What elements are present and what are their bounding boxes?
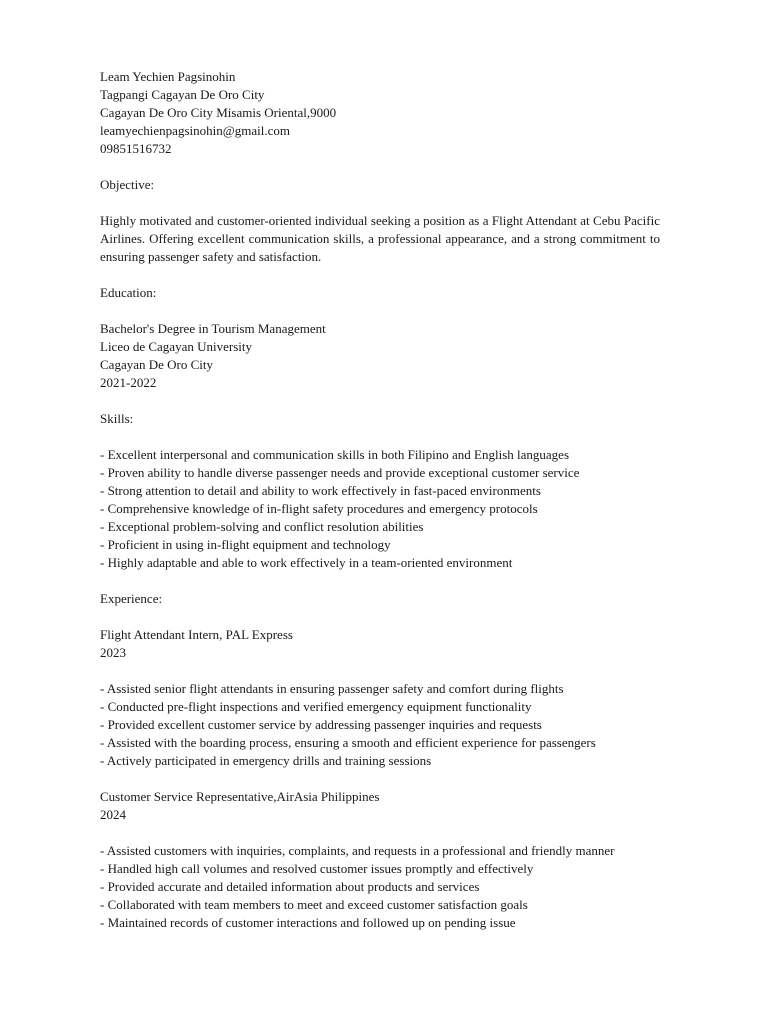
applicant-name: Leam Yechien Pagsinohin	[100, 69, 236, 84]
skills-section	[100, 410, 660, 572]
job-duty-item: - Handled high call volumes and resolved customer issues promptly and effectively	[100, 861, 534, 876]
phone-number: 09851516732	[100, 141, 172, 156]
job-duty-item: - Provided accurate and detailed information about products and services	[100, 879, 480, 894]
education-degree: Bachelor's Degree in Tourism Management	[100, 321, 326, 336]
job-duty-item: - Assisted with the boarding process, ensuring a smooth and efficient experience for passengers	[100, 735, 596, 750]
job-year: 2024	[100, 807, 126, 822]
address-line-1: Tagpangi Cagayan De Oro City	[100, 87, 265, 102]
skill-item: - Excellent interpersonal and communication skills in both Filipino and English languages	[100, 447, 569, 462]
skill-item: - Exceptional problem-solving and conflict resolution abilities	[100, 519, 424, 534]
objective-section	[100, 176, 660, 266]
address-line-2: Cagayan De Oro City Misamis Oriental,9000	[100, 105, 337, 120]
job-duty-item: - Assisted customers with inquiries, complaints, and requests in a professional and friendly manner	[100, 843, 615, 858]
education-section	[100, 284, 660, 392]
email-address: leamyechienpagsinohin@gmail.com	[100, 123, 290, 138]
job-duty-item: - Actively participated in emergency drills and training sessions	[100, 753, 432, 768]
objective-text: Highly motivated and customer-oriented individual seeking a position as a Flight Attendant at Cebu Pacific Airlines. Offering excellent communication skills, a professional appearance, and a strong commitment to ensuring passenger safety and satisfaction.	[100, 213, 660, 264]
resume-page	[100, 68, 660, 932]
skill-item: - Proven ability to handle diverse passenger needs and provide exceptional customer service	[100, 465, 580, 480]
job-entry-pal-express	[100, 626, 660, 770]
contact-block	[100, 68, 660, 158]
skill-item: - Proficient in using in-flight equipment and technology	[100, 537, 391, 552]
skill-item: - Comprehensive knowledge of in-flight safety procedures and emergency protocols	[100, 501, 538, 516]
job-duty-item: - Conducted pre-flight inspections and verified emergency equipment functionality	[100, 699, 532, 714]
experience-section	[100, 590, 660, 932]
education-years: 2021-2022	[100, 375, 157, 390]
job-duty-item: - Collaborated with team members to meet and exceed customer satisfaction goals	[100, 897, 528, 912]
job-duty-item: - Provided excellent customer service by addressing passenger inquiries and requests	[100, 717, 542, 732]
education-heading: Education:	[100, 285, 157, 300]
education-school: Liceo de Cagayan University	[100, 339, 252, 354]
education-location: Cagayan De Oro City	[100, 357, 214, 372]
skill-item: - Highly adaptable and able to work effectively in a team-oriented environment	[100, 555, 513, 570]
job-duty-item: - Maintained records of customer interactions and followed up on pending issue	[100, 915, 516, 930]
job-entry-airasia	[100, 788, 660, 932]
job-title: Flight Attendant Intern, PAL Express	[100, 627, 293, 642]
job-year: 2023	[100, 645, 126, 660]
objective-heading: Objective:	[100, 177, 155, 192]
skills-heading: Skills:	[100, 411, 134, 426]
job-duty-item: - Assisted senior flight attendants in ensuring passenger safety and comfort during flights	[100, 681, 564, 696]
job-title: Customer Service Representative,AirAsia Philippines	[100, 789, 380, 804]
experience-heading: Experience:	[100, 591, 163, 606]
skill-item: - Strong attention to detail and ability to work effectively in fast-paced environments	[100, 483, 541, 498]
